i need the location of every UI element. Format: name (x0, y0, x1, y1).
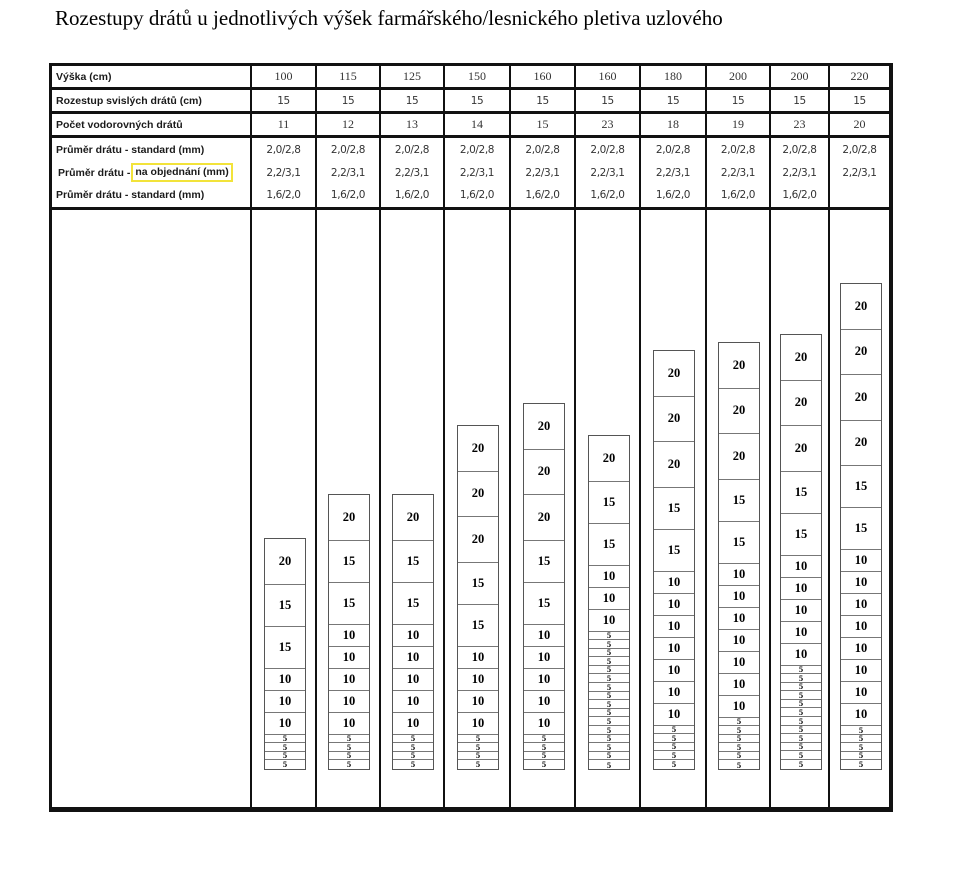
spacing-value: 5 (781, 752, 821, 761)
row-label-on-order (52, 161, 250, 184)
spacing-value: 10 (654, 616, 694, 638)
spacing-value: 10 (654, 704, 694, 726)
spacing-value: 5 (781, 734, 821, 743)
page-title: Rozestupy drátů u jednotlivých výšek farmářského/lesnického pletiva uzlového (55, 6, 723, 30)
spacing-value: 20 (524, 495, 564, 541)
spacing-value: 5 (541, 759, 547, 770)
spacing-value: 20 (841, 330, 881, 376)
spacing-value: 10 (841, 704, 881, 726)
wire-spacing-strip (718, 342, 760, 770)
spacing-value: 10 (524, 647, 564, 669)
table-cell: 15 (771, 90, 828, 111)
table-cell: 1,6/2,0 (266, 189, 301, 201)
spacing-value: 5 (654, 734, 694, 743)
spacing-value: 15 (841, 508, 881, 550)
spacing-value: 5 (841, 752, 881, 761)
spacing-value: 5 (393, 735, 433, 744)
spacing-value: 5 (265, 752, 305, 761)
spacing-value: 5 (654, 743, 694, 752)
spacing-value: 15 (458, 563, 498, 605)
spacing-value: 10 (265, 713, 305, 735)
spacing-value: 20 (841, 421, 881, 467)
spacing-value: 5 (781, 743, 821, 752)
spacing-value: 15 (393, 583, 433, 625)
spacing-value: 20 (524, 404, 564, 450)
table-cell: 15 (707, 90, 769, 111)
diagram-label-column (52, 210, 250, 807)
diameter-cell (381, 138, 443, 207)
spacing-value: 15 (654, 488, 694, 530)
spacing-value: 5 (458, 743, 498, 752)
table-cell: 200 (771, 66, 828, 87)
spacing-value: 10 (329, 669, 369, 691)
spacing-value: 10 (524, 713, 564, 735)
table-cell: 2,0/2,8 (720, 144, 756, 156)
spacing-value: 10 (329, 691, 369, 713)
table-cell: 15 (511, 90, 574, 111)
spacing-value: 5 (475, 759, 481, 770)
spacing-value: 5 (781, 717, 821, 726)
table-cell: 125 (381, 66, 443, 87)
spacing-value: 20 (458, 426, 498, 472)
spacing-value: 5 (589, 743, 629, 752)
spacing-value: 10 (841, 682, 881, 704)
table-cell: 20 (830, 114, 889, 135)
table-cell: 2,2/3,1 (782, 166, 817, 179)
table-cell: 15 (252, 90, 315, 111)
wire-spacing-strip (457, 425, 499, 770)
table-cell: 2,2/3,1 (590, 166, 625, 179)
spacing-value: 5 (393, 743, 433, 752)
table-cell: 2,0/2,8 (266, 144, 301, 156)
table-cell: 2,2/3,1 (266, 166, 301, 179)
table-cell: 15 (317, 90, 379, 111)
spacing-value: 10 (719, 652, 759, 674)
spacing-value: 10 (841, 616, 881, 638)
diameter-cell (317, 138, 379, 207)
table-cell: 115 (317, 66, 379, 87)
table-cell: 2,2/3,1 (842, 166, 877, 179)
table-cell: 2,0/2,8 (525, 144, 560, 156)
table-cell: 13 (381, 114, 443, 135)
wire-spacing-strip (780, 334, 822, 770)
spacing-value: 5 (589, 692, 629, 701)
spacing-value: 5 (589, 735, 629, 744)
spacing-value: 5 (781, 709, 821, 718)
spacing-value: 5 (329, 752, 369, 761)
table-cell: 2,2/3,1 (459, 166, 495, 179)
spacing-value: 10 (393, 713, 433, 735)
spacing-value: 10 (719, 630, 759, 652)
spacing-value: 10 (654, 594, 694, 616)
wire-spacing-strip (523, 403, 565, 770)
spacing-value: 20 (265, 539, 305, 585)
diameter-cell (707, 138, 769, 207)
spacing-value: 10 (841, 638, 881, 660)
spacing-value: 5 (589, 632, 629, 641)
spacing-value: 10 (329, 625, 369, 647)
spacing-value: 5 (265, 743, 305, 752)
spacing-value: 20 (781, 381, 821, 427)
table-cell: 1,6/2,0 (590, 189, 625, 201)
spacing-value: 5 (841, 735, 881, 744)
spacing-value: 5 (781, 726, 821, 735)
row-label: Výška (cm) (52, 66, 250, 87)
spacing-value: 10 (329, 713, 369, 735)
wire-spacing-strip (840, 283, 882, 770)
row-label-prefix: Průměr drátu - (58, 166, 131, 179)
spacing-value: 10 (654, 660, 694, 682)
table-cell: 180 (641, 66, 705, 87)
row-label: Počet vodorovných drátů (52, 114, 250, 135)
spacing-value: 20 (841, 284, 881, 330)
spacing-value: 20 (524, 450, 564, 496)
spacing-value: 20 (458, 472, 498, 518)
spacing-value: 5 (589, 718, 629, 727)
spacing-value: 5 (589, 752, 629, 761)
spacing-value: 10 (458, 691, 498, 713)
spacing-value: 5 (781, 691, 821, 700)
table-cell: 15 (511, 114, 574, 135)
spacing-value: 10 (393, 691, 433, 713)
spacing-value: 5 (719, 735, 759, 744)
table-cell: 15 (576, 90, 639, 111)
highlighted-label: na objednání (mm) (131, 163, 232, 182)
table-cell: 2,2/3,1 (394, 166, 430, 179)
diameter-cell (641, 138, 705, 207)
diameter-cell (771, 138, 828, 207)
diameter-cell (830, 138, 889, 207)
spacing-value: 5 (589, 726, 629, 735)
table-cell: 2,0/2,8 (842, 144, 877, 156)
spacing-value: 15 (265, 627, 305, 669)
table-cell: 160 (576, 66, 639, 87)
spacing-value: 5 (458, 752, 498, 761)
spacing-value: 5 (524, 735, 564, 744)
spacing-value: 5 (719, 726, 759, 735)
spacing-value: 20 (719, 343, 759, 389)
table-cell: 2,2/3,1 (655, 166, 691, 179)
spacing-value: 5 (589, 666, 629, 675)
spacing-value: 10 (781, 600, 821, 622)
table-cell: 15 (830, 90, 889, 111)
table-cell: 14 (445, 114, 509, 135)
table-cell: 2,2/3,1 (330, 166, 366, 179)
spacing-value: 10 (393, 647, 433, 669)
spacing-value: 5 (841, 726, 881, 735)
spacing-value: 10 (781, 644, 821, 666)
spacing-value: 10 (329, 647, 369, 669)
spacing-value: 20 (781, 426, 821, 472)
spacing-value: 5 (798, 759, 804, 770)
spacing-value: 5 (589, 675, 629, 684)
table-cell: 2,0/2,8 (330, 144, 366, 156)
table-cell: 1,6/2,0 (782, 189, 817, 201)
row-label: Průměr drátu - standard (mm) (56, 144, 205, 156)
table-cell: 2,0/2,8 (459, 144, 495, 156)
table-cell: 23 (576, 114, 639, 135)
table-cell: 15 (641, 90, 705, 111)
table-cell: 220 (830, 66, 889, 87)
spacing-value: 15 (781, 514, 821, 556)
spacing-value: 5 (589, 700, 629, 709)
spacing-value: 10 (654, 682, 694, 704)
spacing-value: 15 (654, 530, 694, 572)
diameter-labels (52, 138, 250, 207)
spacing-value: 10 (458, 669, 498, 691)
table-cell: 12 (317, 114, 379, 135)
table-cell: 2,0/2,8 (655, 144, 691, 156)
spacing-value: 20 (719, 434, 759, 480)
spacing-value: 5 (781, 674, 821, 683)
spacing-value: 5 (589, 640, 629, 649)
spacing-value: 20 (841, 375, 881, 421)
spacing-value: 10 (265, 691, 305, 713)
spacing-value: 20 (781, 335, 821, 381)
table-cell: 1,6/2,0 (655, 189, 691, 201)
spacing-value: 20 (329, 495, 369, 541)
table-cell: 11 (252, 114, 315, 135)
spacing-value: 5 (654, 726, 694, 735)
table-cell: 15 (381, 90, 443, 111)
spacing-value: 10 (719, 696, 759, 718)
spacing-value: 20 (458, 517, 498, 563)
spacing-value: 10 (841, 550, 881, 572)
spacing-value: 10 (781, 578, 821, 600)
spacing-value: 20 (589, 436, 629, 482)
spacing-value: 20 (654, 351, 694, 397)
table-cell: 23 (771, 114, 828, 135)
spacing-value: 10 (589, 610, 629, 632)
spacing-value: 5 (589, 683, 629, 692)
spacing-table (49, 63, 893, 812)
spacing-value: 5 (458, 735, 498, 744)
spacing-value: 15 (524, 541, 564, 583)
spacing-value: 5 (719, 743, 759, 752)
spacing-value: 15 (329, 541, 369, 583)
spacing-value: 15 (719, 522, 759, 564)
spacing-value: 10 (654, 572, 694, 594)
spacing-value: 10 (393, 625, 433, 647)
spacing-value: 20 (393, 495, 433, 541)
diameter-cell (576, 138, 639, 207)
table-cell: 19 (707, 114, 769, 135)
spacing-value: 5 (719, 752, 759, 761)
spacing-value: 5 (589, 649, 629, 658)
spacing-value: 15 (589, 482, 629, 524)
spacing-value: 10 (589, 588, 629, 610)
spacing-value: 5 (524, 743, 564, 752)
spacing-value: 15 (589, 524, 629, 566)
spacing-value: 5 (329, 735, 369, 744)
table-cell: 2,0/2,8 (394, 144, 430, 156)
spacing-value: 10 (265, 669, 305, 691)
spacing-value: 5 (858, 759, 864, 770)
spacing-value: 5 (265, 735, 305, 744)
spacing-value: 10 (524, 691, 564, 713)
table-cell: 100 (252, 66, 315, 87)
table-cell (830, 184, 889, 206)
diameter-cell (445, 138, 509, 207)
spacing-value: 5 (589, 657, 629, 666)
spacing-value: 5 (346, 759, 352, 770)
spacing-value: 10 (589, 566, 629, 588)
table-cell: 1,6/2,0 (394, 189, 430, 201)
spacing-value: 15 (458, 605, 498, 647)
row-label: Rozestup svislých drátů (cm) (52, 90, 250, 111)
spacing-value: 10 (719, 674, 759, 696)
spacing-value: 20 (719, 389, 759, 435)
spacing-value: 5 (393, 752, 433, 761)
spacing-value: 10 (654, 638, 694, 660)
spacing-value: 15 (841, 466, 881, 508)
table-cell: 2,0/2,8 (782, 144, 817, 156)
table-cell: 150 (445, 66, 509, 87)
spacing-value: 5 (410, 759, 416, 770)
spacing-value: 15 (524, 583, 564, 625)
spacing-value: 10 (458, 713, 498, 735)
spacing-value: 20 (654, 397, 694, 443)
spacing-value: 10 (458, 647, 498, 669)
spacing-value: 10 (841, 660, 881, 682)
wire-spacing-strip (328, 494, 370, 770)
spacing-value: 15 (781, 472, 821, 514)
spacing-value: 5 (654, 751, 694, 760)
spacing-value: 15 (393, 541, 433, 583)
spacing-value: 10 (719, 608, 759, 630)
spacing-value: 10 (841, 594, 881, 616)
spacing-value: 15 (329, 583, 369, 625)
spacing-value: 5 (736, 759, 742, 770)
wire-spacing-strip (264, 538, 306, 770)
spacing-value: 10 (524, 625, 564, 647)
spacing-value: 10 (719, 564, 759, 586)
spacing-value: 20 (654, 442, 694, 488)
row-label: Průměr drátu - standard (mm) (56, 189, 205, 201)
table-cell: 1,6/2,0 (720, 189, 756, 201)
spacing-value: 5 (524, 752, 564, 761)
spacing-value: 10 (524, 669, 564, 691)
wire-spacing-strip (392, 494, 434, 770)
table-cell: 1,6/2,0 (330, 189, 366, 201)
spacing-value: 15 (265, 585, 305, 627)
spacing-value: 5 (282, 759, 288, 770)
table-cell: 18 (641, 114, 705, 135)
spacing-value: 5 (781, 683, 821, 692)
table-cell: 2,2/3,1 (525, 166, 560, 179)
spacing-value: 5 (781, 700, 821, 709)
table-cell: 200 (707, 66, 769, 87)
spacing-value: 10 (781, 622, 821, 644)
spacing-value: 10 (781, 556, 821, 578)
spacing-value: 5 (719, 718, 759, 727)
diameter-cell (252, 138, 315, 207)
table-cell: 15 (445, 90, 509, 111)
spacing-value: 10 (841, 572, 881, 594)
table-cell: 1,6/2,0 (525, 189, 560, 201)
table-cell: 1,6/2,0 (459, 189, 495, 201)
spacing-value: 5 (606, 759, 612, 770)
wire-spacing-strip (588, 435, 630, 770)
spacing-value: 5 (671, 758, 677, 769)
spacing-value: 5 (781, 666, 821, 675)
spacing-value: 5 (329, 743, 369, 752)
spacing-value: 5 (589, 709, 629, 718)
wire-spacing-strip (653, 350, 695, 770)
diameter-cell (511, 138, 574, 207)
spacing-value: 10 (719, 586, 759, 608)
spacing-value: 10 (393, 669, 433, 691)
spacing-value: 15 (719, 480, 759, 522)
table-cell: 2,2/3,1 (720, 166, 756, 179)
table-cell: 160 (511, 66, 574, 87)
spacing-value: 5 (841, 743, 881, 752)
table-cell: 2,0/2,8 (590, 144, 625, 156)
